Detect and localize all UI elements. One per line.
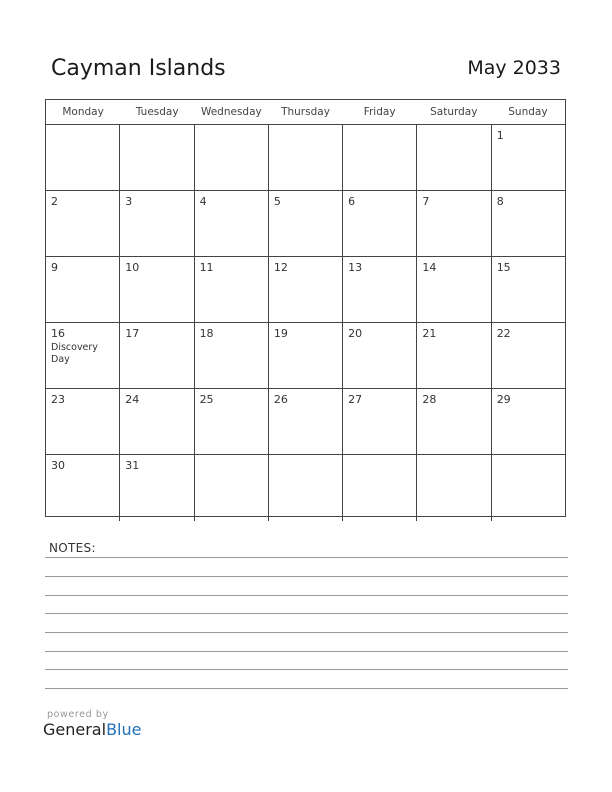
brand-logo[interactable] (43, 720, 141, 739)
day-cell (120, 323, 194, 388)
day-number: 20 (348, 327, 363, 340)
day-number: 21 (422, 327, 437, 340)
day-number: 22 (496, 327, 511, 340)
day-number: 27 (348, 393, 363, 406)
day-cell (492, 191, 565, 256)
day-cell (417, 125, 491, 190)
weekday-monday: Monday (62, 106, 104, 118)
weekday-header-row (46, 100, 565, 125)
calendar-month-year: May 2033 (467, 57, 561, 79)
day-cell (343, 323, 417, 388)
day-cell (120, 191, 194, 256)
day-cell (269, 125, 343, 190)
day-cell (46, 389, 120, 454)
day-number: 25 (199, 393, 214, 406)
day-cell (120, 125, 194, 190)
weekday-wednesday: Wednesday (200, 106, 262, 118)
week-row (46, 455, 565, 521)
notes-line (45, 669, 568, 670)
day-cell (195, 455, 269, 521)
day-cell (417, 191, 491, 256)
day-cell (120, 455, 194, 521)
day-cell (46, 257, 120, 322)
day-cell (417, 455, 491, 521)
day-cell (269, 389, 343, 454)
day-number: 2 (51, 195, 58, 208)
day-number: 14 (422, 261, 437, 274)
day-cell (120, 257, 194, 322)
notes-line (45, 613, 568, 614)
day-cell (269, 323, 343, 388)
week-row (46, 125, 565, 191)
day-number: 19 (273, 327, 288, 340)
day-cell (417, 323, 491, 388)
day-cell (46, 323, 120, 388)
calendar-grid (45, 99, 566, 517)
weekday-friday: Friday (363, 106, 396, 118)
notes-line (45, 651, 568, 652)
day-cell (492, 389, 565, 454)
day-cell (46, 125, 120, 190)
day-number: 28 (422, 393, 437, 406)
day-cell (492, 257, 565, 322)
day-cell (195, 125, 269, 190)
day-number: 16 (51, 327, 65, 340)
day-cell (269, 455, 343, 521)
day-number: 31 (125, 459, 140, 472)
weekday-sunday: Sunday (508, 106, 548, 118)
day-number: 30 (51, 459, 65, 472)
day-number: 18 (199, 327, 214, 340)
notes-line (45, 632, 568, 633)
day-cell (492, 125, 565, 190)
day-number: 29 (496, 393, 511, 406)
weekday-saturday: Saturday (430, 106, 478, 118)
week-row (46, 389, 565, 455)
notes-line (45, 688, 568, 689)
day-number: 17 (125, 327, 140, 340)
brand-blue-text: Blue (106, 720, 142, 739)
day-number: 26 (273, 393, 288, 406)
day-cell (269, 191, 343, 256)
day-cell (343, 389, 417, 454)
day-cell (343, 257, 417, 322)
weekday-tuesday: Tuesday (135, 106, 179, 118)
day-cell (120, 389, 194, 454)
holiday-label: Discovery Day (51, 342, 98, 365)
weekday-thursday: Thursday (281, 106, 330, 118)
day-number: 24 (125, 393, 140, 406)
day-cell (195, 389, 269, 454)
notes-line (45, 595, 568, 596)
day-cell (46, 191, 120, 256)
day-number: 3 (125, 195, 133, 208)
day-cell (343, 455, 417, 521)
day-number: 5 (273, 195, 281, 208)
day-cell (417, 389, 491, 454)
day-number: 1 (496, 129, 504, 142)
day-number: 4 (199, 195, 207, 208)
notes-line (45, 576, 568, 577)
day-number: 13 (348, 261, 363, 274)
day-cell (417, 257, 491, 322)
week-row (46, 323, 565, 389)
powered-by-text: powered by (47, 709, 109, 720)
day-cell (269, 257, 343, 322)
week-row (46, 257, 565, 323)
day-number: 7 (422, 195, 430, 208)
brand-general-text: General (43, 720, 107, 739)
notes-line (45, 557, 568, 558)
day-cell (492, 323, 565, 388)
day-cell (195, 257, 269, 322)
day-number: 6 (348, 195, 356, 208)
day-cell (492, 455, 565, 521)
day-cell (195, 191, 269, 256)
day-number: 15 (496, 261, 511, 274)
week-row (46, 191, 565, 257)
day-number: 23 (51, 393, 65, 406)
day-number: 11 (199, 261, 214, 274)
calendar-country-title: Cayman Islands (51, 56, 226, 81)
day-number: 8 (496, 195, 504, 208)
day-number: 9 (51, 261, 58, 274)
day-cell (343, 125, 417, 190)
notes-label: NOTES: (49, 541, 96, 555)
day-cell (46, 455, 120, 521)
day-number: 10 (125, 261, 140, 274)
day-number: 12 (273, 261, 288, 274)
day-cell (195, 323, 269, 388)
day-cell (343, 191, 417, 256)
